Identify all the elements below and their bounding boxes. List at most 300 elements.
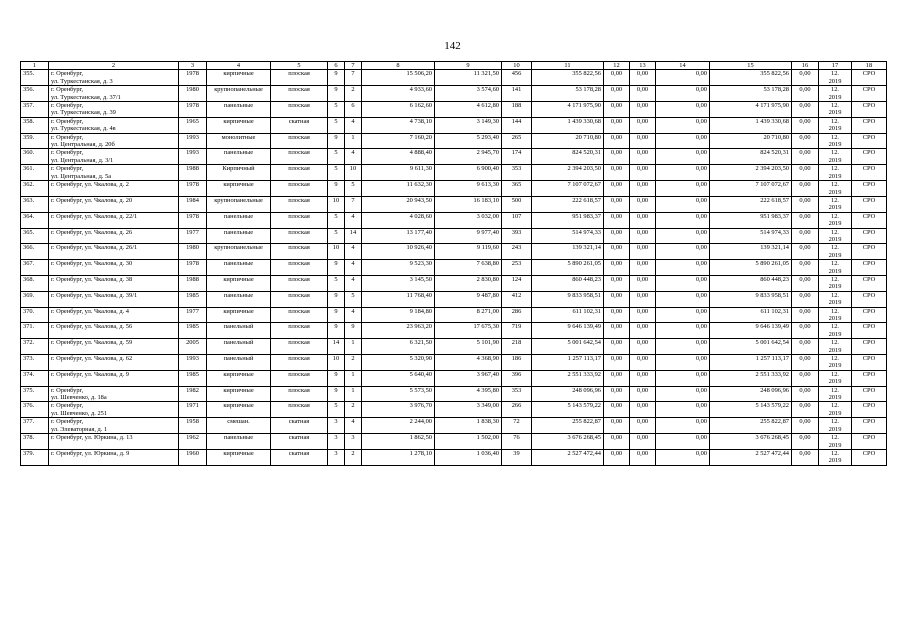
repair-cost-cell: 355 822,56 <box>532 70 604 86</box>
roof-type-cell: плоская <box>271 402 328 418</box>
zero-col-16-cell: 0,00 <box>792 434 819 450</box>
wall-material-cell: кирпичные <box>207 307 271 323</box>
row-number-cell: 373. <box>21 355 49 371</box>
zero-col-12-cell: 0,00 <box>604 275 630 291</box>
total-area-cell: 23 963,20 <box>362 323 435 339</box>
row-number-cell: 368. <box>21 275 49 291</box>
total-area-cell: 5 573,50 <box>362 386 435 402</box>
total-cost-cell: 355 822,56 <box>710 70 792 86</box>
zero-col-13-cell: 0,00 <box>630 212 656 228</box>
organization-cell: СРО <box>852 386 887 402</box>
wall-material-cell: панельные <box>207 212 271 228</box>
deadline-cell: 12. 2019 <box>819 307 852 323</box>
build-year-cell: 1977 <box>179 228 207 244</box>
total-cost-cell: 3 676 268,45 <box>710 434 792 450</box>
floors-cell: 9 <box>328 323 345 339</box>
zero-col-13-cell: 0,00 <box>630 449 656 465</box>
column-number-12: 12 <box>604 62 630 70</box>
wall-material-cell: панельные <box>207 149 271 165</box>
living-area-cell: 3 574,60 <box>435 86 502 102</box>
zero-col-12-cell: 0,00 <box>604 149 630 165</box>
address-cell <box>49 181 179 197</box>
floors-cell: 5 <box>328 149 345 165</box>
repair-cost-cell: 2 551 333,92 <box>532 370 604 386</box>
floors-cell: 3 <box>328 434 345 450</box>
wall-material-cell: монолитные <box>207 133 271 149</box>
total-cost-cell: 248 096,96 <box>710 386 792 402</box>
row-number-cell: 379. <box>21 449 49 465</box>
table-row <box>21 181 887 197</box>
residents-cell: 243 <box>502 244 532 260</box>
build-year-cell: 1978 <box>179 212 207 228</box>
total-cost-cell: 1 439 330,68 <box>710 117 792 133</box>
table-row <box>21 355 887 371</box>
living-area-cell: 9 487,80 <box>435 291 502 307</box>
column-number-13: 13 <box>630 62 656 70</box>
wall-material-cell: кирпичные <box>207 117 271 133</box>
address-line-1: г. Оренбург, <box>51 402 84 410</box>
floors-cell: 9 <box>328 307 345 323</box>
organization-cell: СРО <box>852 323 887 339</box>
zero-col-12-cell: 0,00 <box>604 323 630 339</box>
residents-cell: 456 <box>502 70 532 86</box>
zero-col-13-cell: 0,00 <box>630 181 656 197</box>
roof-type-cell: плоская <box>271 291 328 307</box>
total-cost-cell: 5 890 261,05 <box>710 260 792 276</box>
residents-cell: 76 <box>502 434 532 450</box>
organization-cell: СРО <box>852 86 887 102</box>
entrances-cell: 6 <box>345 102 362 118</box>
zero-col-12-cell: 0,00 <box>604 212 630 228</box>
total-cost-cell: 222 618,57 <box>710 196 792 212</box>
total-cost-cell: 5 001 642,54 <box>710 339 792 355</box>
column-number-4: 4 <box>207 62 271 70</box>
column-number-7: 7 <box>345 62 362 70</box>
address-line-1: г. Оренбург, <box>51 133 84 141</box>
repair-cost-cell: 2 394 203,50 <box>532 165 604 181</box>
repair-cost-cell: 514 974,33 <box>532 228 604 244</box>
zero-col-12-cell: 0,00 <box>604 434 630 450</box>
living-area-cell: 2 830,80 <box>435 275 502 291</box>
zero-col-12-cell: 0,00 <box>604 70 630 86</box>
table-row <box>21 228 887 244</box>
total-cost-cell: 611 102,31 <box>710 307 792 323</box>
repair-cost-cell: 53 178,28 <box>532 86 604 102</box>
repair-cost-cell: 255 822,87 <box>532 418 604 434</box>
zero-col-12-cell: 0,00 <box>604 117 630 133</box>
zero-col-12-cell: 0,00 <box>604 181 630 197</box>
total-cost-cell: 9 833 958,51 <box>710 291 792 307</box>
total-area-cell: 7 160,20 <box>362 133 435 149</box>
wall-material-cell: кирпичные <box>207 70 271 86</box>
build-year-cell: 1985 <box>179 370 207 386</box>
total-area-cell: 1 278,10 <box>362 449 435 465</box>
table-row <box>21 291 887 307</box>
zero-col-14-cell: 0,00 <box>656 275 710 291</box>
build-year-cell: 1978 <box>179 181 207 197</box>
organization-cell: СРО <box>852 133 887 149</box>
column-number-16: 16 <box>792 62 819 70</box>
total-area-cell: 15 506,20 <box>362 70 435 86</box>
build-year-cell: 1985 <box>179 323 207 339</box>
zero-col-13-cell: 0,00 <box>630 244 656 260</box>
total-area-cell: 9 184,80 <box>362 307 435 323</box>
address-cell <box>49 133 179 149</box>
zero-col-14-cell: 0,00 <box>656 402 710 418</box>
repair-cost-cell: 5 143 579,22 <box>532 402 604 418</box>
total-area-cell: 5 320,90 <box>362 355 435 371</box>
table-body <box>21 70 887 465</box>
entrances-cell: 1 <box>345 339 362 355</box>
floors-cell: 9 <box>328 291 345 307</box>
zero-col-14-cell: 0,00 <box>656 355 710 371</box>
row-number-cell: 359. <box>21 133 49 149</box>
zero-col-14-cell: 0,00 <box>656 212 710 228</box>
address-cell <box>49 260 179 276</box>
table-row <box>21 370 887 386</box>
zero-col-12-cell: 0,00 <box>604 165 630 181</box>
entrances-cell: 9 <box>345 323 362 339</box>
roof-type-cell: плоская <box>271 149 328 165</box>
zero-col-14-cell: 0,00 <box>656 434 710 450</box>
zero-col-13-cell: 0,00 <box>630 291 656 307</box>
table-row <box>21 307 887 323</box>
residents-cell: 353 <box>502 165 532 181</box>
table-row <box>21 165 887 181</box>
address-cell <box>49 418 179 434</box>
entrances-cell: 4 <box>345 244 362 260</box>
floors-cell: 14 <box>328 339 345 355</box>
zero-col-13-cell: 0,00 <box>630 196 656 212</box>
zero-col-13-cell: 0,00 <box>630 133 656 149</box>
residents-cell: 719 <box>502 323 532 339</box>
row-number-cell: 370. <box>21 307 49 323</box>
table-row <box>21 86 887 102</box>
deadline-cell: 12. 2019 <box>819 386 852 402</box>
total-cost-cell: 2 527 472,44 <box>710 449 792 465</box>
column-number-11: 11 <box>532 62 604 70</box>
total-cost-cell: 860 448,23 <box>710 275 792 291</box>
address-line-1: г. Оренбург, ул. Чкалова, д. 39/1 <box>51 291 138 299</box>
roof-type-cell: плоская <box>271 70 328 86</box>
residents-cell: 218 <box>502 339 532 355</box>
total-area-cell: 2 244,00 <box>362 418 435 434</box>
living-area-cell: 4 368,90 <box>435 355 502 371</box>
column-number-row <box>21 62 887 70</box>
entrances-cell: 4 <box>345 418 362 434</box>
entrances-cell: 2 <box>345 86 362 102</box>
address-line-2: ул. Шевченко, д. 251 <box>51 409 108 417</box>
organization-cell: СРО <box>852 434 887 450</box>
repair-cost-cell: 611 102,31 <box>532 307 604 323</box>
table-row <box>21 402 887 418</box>
row-number-cell: 376. <box>21 402 49 418</box>
wall-material-cell: смешан. <box>207 418 271 434</box>
row-number-cell: 360. <box>21 149 49 165</box>
build-year-cell: 1984 <box>179 196 207 212</box>
deadline-cell: 12. 2019 <box>819 370 852 386</box>
zero-col-16-cell: 0,00 <box>792 244 819 260</box>
repair-cost-cell: 3 676 268,45 <box>532 434 604 450</box>
entrances-cell: 1 <box>345 386 362 402</box>
living-area-cell: 5 101,90 <box>435 339 502 355</box>
address-cell <box>49 307 179 323</box>
roof-type-cell: плоская <box>271 228 328 244</box>
living-area-cell: 4 395,80 <box>435 386 502 402</box>
zero-col-16-cell: 0,00 <box>792 402 819 418</box>
address-line-1: г. Оренбург, ул. Чкалова, д. 59 <box>51 339 133 347</box>
organization-cell: СРО <box>852 355 887 371</box>
zero-col-14-cell: 0,00 <box>656 291 710 307</box>
repair-cost-cell: 9 833 958,51 <box>532 291 604 307</box>
address-line-2: ул. Туркестанская, д. 3 <box>51 77 113 85</box>
wall-material-cell: Кирпичный <box>207 165 271 181</box>
row-number-cell: 366. <box>21 244 49 260</box>
floors-cell: 9 <box>328 86 345 102</box>
living-area-cell: 1 502,00 <box>435 434 502 450</box>
address-line-1: г. Оренбург, ул. Чкалова, д. 9 <box>51 370 129 378</box>
deadline-cell: 12. 2019 <box>819 449 852 465</box>
address-cell <box>49 86 179 102</box>
living-area-cell: 4 612,80 <box>435 102 502 118</box>
organization-cell: СРО <box>852 117 887 133</box>
zero-col-14-cell: 0,00 <box>656 323 710 339</box>
address-line-1: г. Оренбург, ул. Чкалова, д. 22/1 <box>51 212 138 220</box>
roof-type-cell: плоская <box>271 275 328 291</box>
column-number-3: 3 <box>179 62 207 70</box>
zero-col-12-cell: 0,00 <box>604 339 630 355</box>
zero-col-16-cell: 0,00 <box>792 70 819 86</box>
floors-cell: 9 <box>328 133 345 149</box>
address-line-1: г. Оренбург, <box>51 70 84 78</box>
zero-col-14-cell: 0,00 <box>656 386 710 402</box>
address-line-2: ул. Центральная, д. 3/1 <box>51 156 114 164</box>
zero-col-12-cell: 0,00 <box>604 102 630 118</box>
zero-col-13-cell: 0,00 <box>630 355 656 371</box>
row-number-cell: 361. <box>21 165 49 181</box>
address-line-1: г. Оренбург, ул. Чкалова, д. 2 <box>51 181 129 189</box>
table-row <box>21 117 887 133</box>
zero-col-16-cell: 0,00 <box>792 196 819 212</box>
total-area-cell: 4 933,60 <box>362 86 435 102</box>
living-area-cell: 7 638,80 <box>435 260 502 276</box>
wall-material-cell: панельные <box>207 434 271 450</box>
zero-col-14-cell: 0,00 <box>656 244 710 260</box>
zero-col-13-cell: 0,00 <box>630 165 656 181</box>
residents-cell: 393 <box>502 228 532 244</box>
table-row <box>21 212 887 228</box>
address-line-1: г. Оренбург, <box>51 149 84 157</box>
residents-cell: 253 <box>502 260 532 276</box>
repair-cost-cell: 2 527 472,44 <box>532 449 604 465</box>
deadline-cell: 12. 2019 <box>819 323 852 339</box>
total-area-cell: 9 523,30 <box>362 260 435 276</box>
living-area-cell: 3 032,00 <box>435 212 502 228</box>
zero-col-14-cell: 0,00 <box>656 133 710 149</box>
living-area-cell: 3 349,00 <box>435 402 502 418</box>
address-line-2: ул. Туркестанская, д. 4в <box>51 125 116 133</box>
wall-material-cell: панельный <box>207 323 271 339</box>
zero-col-12-cell: 0,00 <box>604 402 630 418</box>
zero-col-14-cell: 0,00 <box>656 370 710 386</box>
total-area-cell: 13 177,40 <box>362 228 435 244</box>
column-number-5: 5 <box>271 62 328 70</box>
roof-type-cell: плоская <box>271 323 328 339</box>
entrances-cell: 5 <box>345 291 362 307</box>
row-number-cell: 365. <box>21 228 49 244</box>
address-line-1: г. Оренбург, ул. Чкалова, д. 26 <box>51 228 133 236</box>
wall-material-cell: крупнопанельные <box>207 196 271 212</box>
living-area-cell: 9 977,40 <box>435 228 502 244</box>
roof-type-cell: плоская <box>271 165 328 181</box>
build-year-cell: 2005 <box>179 339 207 355</box>
address-cell <box>49 212 179 228</box>
zero-col-16-cell: 0,00 <box>792 355 819 371</box>
zero-col-16-cell: 0,00 <box>792 418 819 434</box>
organization-cell: СРО <box>852 165 887 181</box>
floors-cell: 5 <box>328 117 345 133</box>
build-year-cell: 1993 <box>179 149 207 165</box>
wall-material-cell: кирпичные <box>207 275 271 291</box>
address-line-1: г. Оренбург, <box>51 386 84 394</box>
address-cell <box>49 402 179 418</box>
floors-cell: 5 <box>328 402 345 418</box>
organization-cell: СРО <box>852 181 887 197</box>
zero-col-13-cell: 0,00 <box>630 275 656 291</box>
deadline-cell: 12. 2019 <box>819 102 852 118</box>
zero-col-16-cell: 0,00 <box>792 386 819 402</box>
zero-col-14-cell: 0,00 <box>656 449 710 465</box>
deadline-cell: 12. 2019 <box>819 70 852 86</box>
roof-type-cell: скатная <box>271 117 328 133</box>
table-row <box>21 133 887 149</box>
deadline-cell: 12. 2019 <box>819 181 852 197</box>
wall-material-cell: кирпичные <box>207 402 271 418</box>
zero-col-13-cell: 0,00 <box>630 323 656 339</box>
wall-material-cell: кирпичные <box>207 370 271 386</box>
table-row <box>21 449 887 465</box>
organization-cell: СРО <box>852 260 887 276</box>
address-line-1: г. Оренбург, ул. Чкалова, д. 38 <box>51 275 133 283</box>
zero-col-12-cell: 0,00 <box>604 449 630 465</box>
floors-cell: 9 <box>328 386 345 402</box>
floors-cell: 9 <box>328 260 345 276</box>
zero-col-13-cell: 0,00 <box>630 70 656 86</box>
residents-cell: 286 <box>502 307 532 323</box>
build-year-cell: 1980 <box>179 86 207 102</box>
organization-cell: СРО <box>852 275 887 291</box>
roof-type-cell: плоская <box>271 370 328 386</box>
page-number: 142 <box>444 40 461 52</box>
roof-type-cell: плоская <box>271 196 328 212</box>
entrances-cell: 4 <box>345 260 362 276</box>
zero-col-14-cell: 0,00 <box>656 181 710 197</box>
zero-col-16-cell: 0,00 <box>792 212 819 228</box>
build-year-cell: 1982 <box>179 386 207 402</box>
build-year-cell: 1978 <box>179 260 207 276</box>
zero-col-14-cell: 0,00 <box>656 86 710 102</box>
deadline-cell: 12. 2019 <box>819 149 852 165</box>
total-area-cell: 10 926,40 <box>362 244 435 260</box>
living-area-cell: 6 900,40 <box>435 165 502 181</box>
address-cell <box>49 117 179 133</box>
total-area-cell: 9 611,30 <box>362 165 435 181</box>
build-year-cell: 1993 <box>179 355 207 371</box>
row-number-cell: 369. <box>21 291 49 307</box>
address-cell <box>49 370 179 386</box>
table-row <box>21 386 887 402</box>
housing-registry-table <box>20 61 887 466</box>
living-area-cell: 3 967,40 <box>435 370 502 386</box>
living-area-cell: 1 838,30 <box>435 418 502 434</box>
zero-col-16-cell: 0,00 <box>792 260 819 276</box>
organization-cell: СРО <box>852 228 887 244</box>
address-line-1: г. Оренбург, <box>51 117 84 125</box>
address-cell <box>49 386 179 402</box>
total-cost-cell: 4 171 975,90 <box>710 102 792 118</box>
repair-cost-cell: 824 520,31 <box>532 149 604 165</box>
table-row <box>21 70 887 86</box>
zero-col-13-cell: 0,00 <box>630 86 656 102</box>
build-year-cell: 1980 <box>179 244 207 260</box>
organization-cell: СРО <box>852 291 887 307</box>
build-year-cell: 1978 <box>179 70 207 86</box>
column-number-1: 1 <box>21 62 49 70</box>
organization-cell: СРО <box>852 449 887 465</box>
organization-cell: СРО <box>852 418 887 434</box>
living-area-cell: 2 945,70 <box>435 149 502 165</box>
total-cost-cell: 9 646 139,49 <box>710 323 792 339</box>
wall-material-cell: панельные <box>207 228 271 244</box>
living-area-cell: 16 183,10 <box>435 196 502 212</box>
row-number-cell: 372. <box>21 339 49 355</box>
column-number-10: 10 <box>502 62 532 70</box>
wall-material-cell: крупнопанельные <box>207 86 271 102</box>
address-cell <box>49 70 179 86</box>
repair-cost-cell: 248 096,96 <box>532 386 604 402</box>
roof-type-cell: скатная <box>271 434 328 450</box>
address-line-1: г. Оренбург, <box>51 418 84 426</box>
residents-cell: 124 <box>502 275 532 291</box>
address-line-1: г. Оренбург, ул. Чкалова, д. 26/1 <box>51 244 138 252</box>
zero-col-12-cell: 0,00 <box>604 291 630 307</box>
zero-col-12-cell: 0,00 <box>604 228 630 244</box>
residents-cell: 188 <box>502 102 532 118</box>
total-cost-cell: 824 520,31 <box>710 149 792 165</box>
zero-col-16-cell: 0,00 <box>792 117 819 133</box>
column-number-17: 17 <box>819 62 852 70</box>
address-line-1: г. Оренбург, <box>51 86 84 94</box>
entrances-cell: 2 <box>345 449 362 465</box>
repair-cost-cell: 1 257 113,17 <box>532 355 604 371</box>
floors-cell: 10 <box>328 196 345 212</box>
zero-col-13-cell: 0,00 <box>630 339 656 355</box>
residents-cell: 412 <box>502 291 532 307</box>
address-line-1: г. Оренбург, ул. Чкалова, д. 4 <box>51 307 129 315</box>
address-line-2: ул. Шевченко, д. 18а <box>51 394 107 402</box>
build-year-cell: 1971 <box>179 402 207 418</box>
organization-cell: СРО <box>852 196 887 212</box>
deadline-cell: 12. 2019 <box>819 133 852 149</box>
total-area-cell: 6 162,60 <box>362 102 435 118</box>
zero-col-16-cell: 0,00 <box>792 133 819 149</box>
build-year-cell: 1960 <box>179 449 207 465</box>
zero-col-12-cell: 0,00 <box>604 133 630 149</box>
zero-col-13-cell: 0,00 <box>630 307 656 323</box>
total-area-cell: 11 632,30 <box>362 181 435 197</box>
zero-col-12-cell: 0,00 <box>604 370 630 386</box>
zero-col-12-cell: 0,00 <box>604 86 630 102</box>
